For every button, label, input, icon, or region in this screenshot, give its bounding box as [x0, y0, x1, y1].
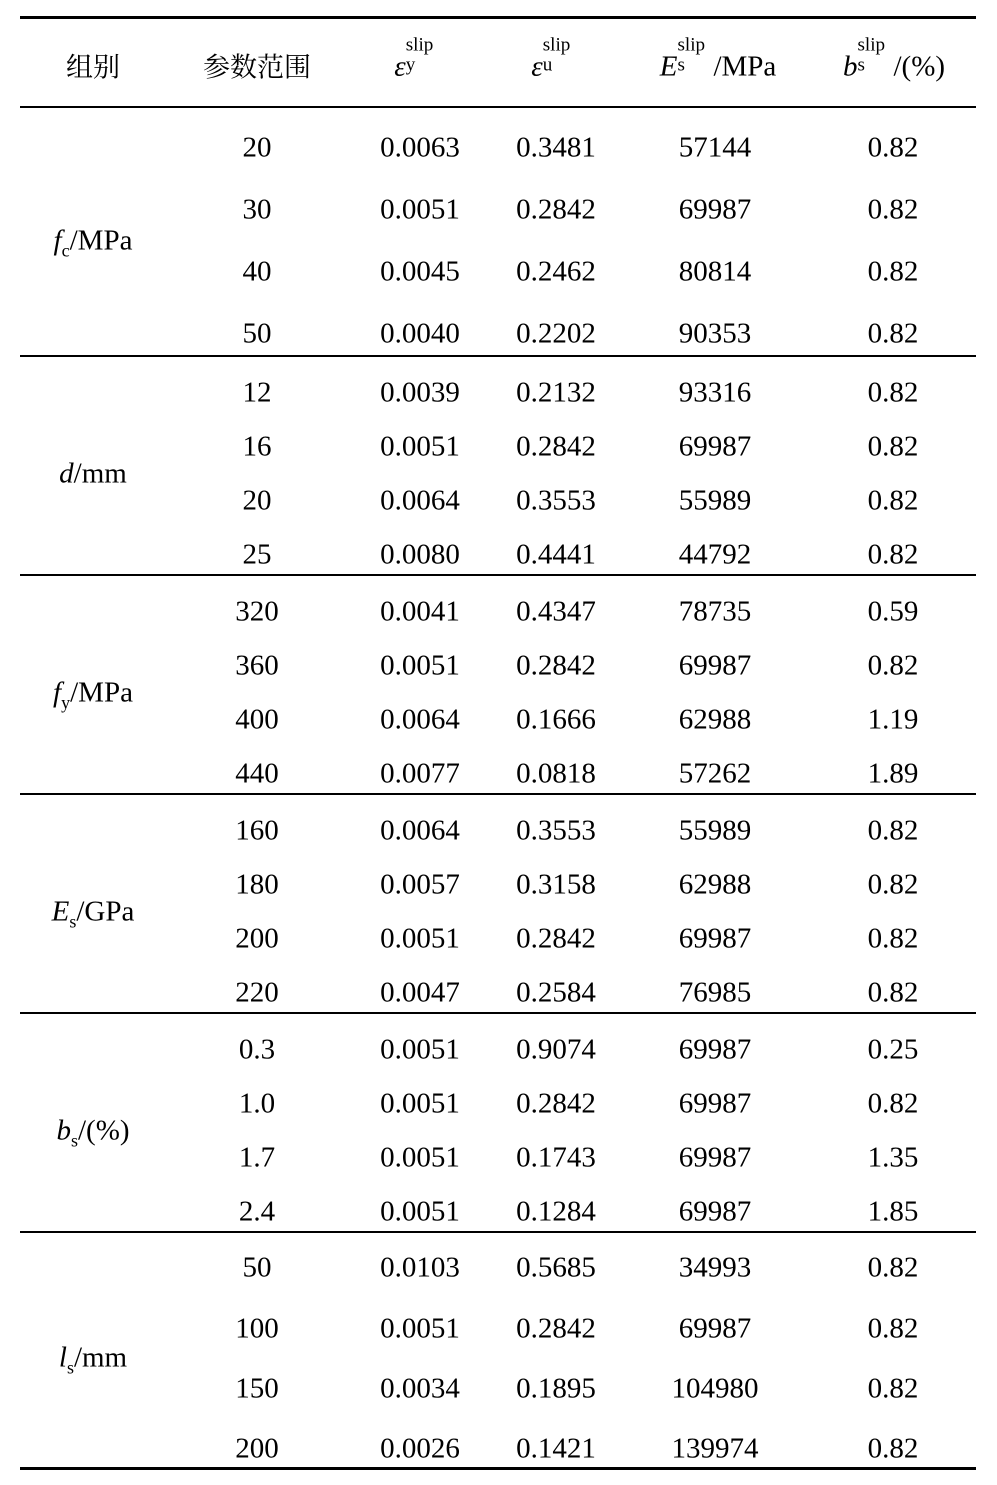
- group-label: [51, 895, 135, 932]
- cell-Es: 69987: [678, 922, 752, 955]
- cell-range: 50: [242, 317, 272, 350]
- group-label-unit: /mm: [73, 457, 127, 490]
- group-label-unit: /mm: [73, 1341, 128, 1374]
- cell-Es: 69987: [678, 1141, 752, 1174]
- cell-Es: 69987: [678, 1312, 752, 1345]
- cell-eps-y: 0.0051: [380, 1087, 460, 1120]
- cell-Es: 69987: [678, 193, 752, 226]
- cell-range: 320: [235, 595, 279, 628]
- cell-range: 200: [235, 922, 279, 955]
- header-bs-unit: /(%): [893, 50, 946, 83]
- cell-eps-u: 0.2842: [516, 649, 596, 682]
- cell-bs: 0.25: [867, 1033, 919, 1066]
- cell-range: 160: [235, 814, 279, 847]
- cell-bs: 0.82: [867, 1087, 919, 1120]
- header-Es-base: E: [659, 50, 678, 83]
- cell-bs: 0.82: [867, 976, 919, 1009]
- cell-range: 16: [242, 430, 272, 463]
- header-eps-u-sub: u: [542, 54, 553, 76]
- group-label-subscript: s: [70, 1130, 78, 1151]
- cell-range: 360: [235, 649, 279, 682]
- cell-eps-u: 0.9074: [516, 1033, 596, 1066]
- cell-bs: 0.82: [867, 868, 919, 901]
- cell-range: 100: [235, 1312, 279, 1345]
- cell-eps-u: 0.2842: [516, 193, 596, 226]
- header-Es-sup: slip: [677, 34, 706, 56]
- header-eps-y-sup: slip: [405, 34, 434, 56]
- cell-range: 150: [235, 1372, 279, 1405]
- group-label: [58, 1341, 128, 1378]
- group-divider: [20, 793, 976, 795]
- cell-range: 220: [235, 976, 279, 1009]
- cell-eps-u: 0.3553: [516, 814, 596, 847]
- cell-Es: 104980: [671, 1372, 759, 1405]
- cell-eps-y: 0.0051: [380, 1033, 460, 1066]
- cell-range: 0.3: [238, 1033, 276, 1066]
- cell-eps-y: 0.0051: [380, 1312, 460, 1345]
- cell-range: 440: [235, 757, 279, 790]
- cell-Es: 44792: [678, 538, 752, 571]
- cell-range: 200: [235, 1432, 279, 1465]
- cell-bs: 0.82: [867, 131, 919, 164]
- cell-bs: 0.82: [867, 255, 919, 288]
- cell-eps-y: 0.0063: [380, 131, 460, 164]
- cell-range: 1.7: [238, 1141, 276, 1174]
- cell-range: 20: [242, 484, 272, 517]
- cell-range: 40: [242, 255, 272, 288]
- header-bs-base: b: [842, 50, 858, 83]
- cell-eps-u: 0.1743: [516, 1141, 596, 1174]
- cell-eps-u: 0.4441: [516, 538, 596, 571]
- cell-Es: 57144: [678, 131, 752, 164]
- group-label-symbol: E: [51, 895, 70, 928]
- cell-eps-u: 0.2584: [516, 976, 596, 1009]
- cell-bs: 0.82: [867, 1372, 919, 1405]
- cell-bs: 0.82: [867, 1312, 919, 1345]
- cell-bs: 0.82: [867, 538, 919, 571]
- group-label-symbol: f: [53, 676, 62, 709]
- cell-eps-u: 0.3553: [516, 484, 596, 517]
- cell-bs: 0.82: [867, 649, 919, 682]
- cell-bs: 0.82: [867, 484, 919, 517]
- cell-Es: 69987: [678, 1195, 752, 1228]
- cell-Es: 90353: [678, 317, 752, 350]
- header-eps-y: [394, 34, 441, 83]
- cell-eps-y: 0.0040: [380, 317, 460, 350]
- cell-eps-u: 0.1666: [516, 703, 596, 736]
- group-label-unit: /GPa: [76, 895, 135, 928]
- cell-bs: 0.82: [867, 814, 919, 847]
- cell-range: 30: [242, 193, 272, 226]
- cell-bs: 1.19: [867, 703, 919, 736]
- cell-Es: 69987: [678, 1033, 752, 1066]
- cell-eps-u: 0.2202: [516, 317, 596, 350]
- cell-eps-u: 0.2132: [516, 376, 596, 409]
- header-eps-u-base: ε: [531, 50, 543, 83]
- group-label-subscript: y: [61, 692, 71, 713]
- header-eps-u: [531, 34, 578, 83]
- cell-bs: 1.89: [867, 757, 919, 790]
- table-bottom-rule: [20, 1467, 976, 1470]
- cell-eps-u: 0.2842: [516, 922, 596, 955]
- cell-range: 12: [242, 376, 272, 409]
- cell-Es: 93316: [678, 376, 752, 409]
- cell-eps-y: 0.0051: [380, 430, 460, 463]
- cell-Es: 80814: [678, 255, 752, 288]
- group-divider: [20, 1231, 976, 1233]
- cell-Es: 139974: [671, 1432, 759, 1465]
- cell-eps-u: 0.2842: [516, 1087, 596, 1120]
- header-Es-unit: /MPa: [713, 50, 777, 83]
- group-label-subscript: s: [66, 1357, 74, 1378]
- header-Es: [659, 34, 777, 83]
- cell-Es: 62988: [678, 703, 752, 736]
- header-bottom-rule: [20, 106, 976, 108]
- cell-range: 1.0: [238, 1087, 276, 1120]
- cell-Es: 55989: [678, 484, 752, 517]
- cell-eps-y: 0.0064: [380, 484, 460, 517]
- group-divider: [20, 355, 976, 357]
- cell-eps-y: 0.0051: [380, 649, 460, 682]
- cell-eps-u: 0.5685: [516, 1251, 596, 1284]
- group-label-subscript: s: [69, 911, 77, 932]
- cell-eps-y: 0.0080: [380, 538, 460, 571]
- cell-eps-y: 0.0039: [380, 376, 460, 409]
- cell-eps-u: 0.1284: [516, 1195, 596, 1228]
- cell-Es: 76985: [678, 976, 752, 1009]
- header-group: 组别: [66, 52, 120, 84]
- group-label: [56, 1114, 130, 1151]
- header-bs-sup: slip: [857, 34, 886, 56]
- header-bs-sub: s: [857, 54, 865, 76]
- group-label-symbol: b: [56, 1114, 71, 1147]
- group-label-subscript: c: [61, 240, 70, 261]
- cell-Es: 69987: [678, 430, 752, 463]
- cell-bs: 1.35: [867, 1141, 919, 1174]
- header-eps-u-sup: slip: [542, 34, 571, 56]
- cell-range: 50: [242, 1251, 272, 1284]
- cell-bs: 0.82: [867, 430, 919, 463]
- cell-eps-u: 0.2842: [516, 430, 596, 463]
- cell-Es: 78735: [678, 595, 752, 628]
- cell-eps-u: 0.1895: [516, 1372, 596, 1405]
- group-label-symbol: f: [53, 224, 62, 257]
- cell-bs: 0.82: [867, 922, 919, 955]
- cell-eps-y: 0.0051: [380, 193, 460, 226]
- cell-eps-y: 0.0026: [380, 1432, 460, 1465]
- cell-bs: 0.59: [867, 595, 919, 628]
- cell-eps-u: 0.3158: [516, 868, 596, 901]
- group-divider: [20, 1012, 976, 1014]
- cell-eps-y: 0.0041: [380, 595, 460, 628]
- group-label: [59, 457, 127, 490]
- group-divider: [20, 574, 976, 576]
- cell-eps-y: 0.0051: [380, 1141, 460, 1174]
- cell-eps-y: 0.0045: [380, 255, 460, 288]
- cell-eps-u: 0.2842: [516, 1312, 596, 1345]
- cell-bs: 0.82: [867, 376, 919, 409]
- cell-Es: 55989: [678, 814, 752, 847]
- group-label-symbol: d: [59, 457, 74, 490]
- group-label-unit: /(%): [77, 1114, 130, 1147]
- header-range: 参数范围: [203, 52, 311, 84]
- cell-Es: 57262: [678, 757, 752, 790]
- cell-range: 180: [235, 868, 279, 901]
- cell-bs: 0.82: [867, 1251, 919, 1284]
- cell-eps-y: 0.0057: [380, 868, 460, 901]
- cell-bs: 0.82: [867, 317, 919, 350]
- cell-eps-y: 0.0051: [380, 1195, 460, 1228]
- cell-range: 400: [235, 703, 279, 736]
- cell-eps-y: 0.0064: [380, 703, 460, 736]
- cell-Es: 69987: [678, 649, 752, 682]
- cell-bs: 0.82: [867, 193, 919, 226]
- header-bs: [842, 34, 946, 83]
- group-label: [53, 676, 133, 713]
- cell-eps-u: 0.2462: [516, 255, 596, 288]
- group-label: [53, 224, 133, 261]
- cell-eps-y: 0.0034: [380, 1372, 460, 1405]
- header-eps-y-base: ε: [394, 50, 406, 83]
- table-top-rule: [20, 16, 976, 19]
- cell-eps-y: 0.0064: [380, 814, 460, 847]
- cell-bs: 0.82: [867, 1432, 919, 1465]
- header-Es-sub: s: [677, 54, 685, 76]
- cell-eps-y: 0.0047: [380, 976, 460, 1009]
- cell-Es: 62988: [678, 868, 752, 901]
- group-label-unit: /MPa: [69, 224, 133, 257]
- cell-eps-y: 0.0051: [380, 922, 460, 955]
- header-eps-y-sub: y: [405, 54, 416, 76]
- cell-eps-u: 0.4347: [516, 595, 596, 628]
- cell-eps-y: 0.0077: [380, 757, 460, 790]
- cell-range: 2.4: [238, 1195, 276, 1228]
- cell-bs: 1.85: [867, 1195, 919, 1228]
- cell-range: 20: [242, 131, 272, 164]
- cell-eps-y: 0.0103: [380, 1251, 460, 1284]
- cell-range: 25: [242, 538, 272, 571]
- cell-Es: 34993: [678, 1251, 752, 1284]
- cell-eps-u: 0.1421: [516, 1432, 596, 1465]
- group-label-unit: /MPa: [70, 676, 133, 709]
- cell-eps-u: 0.3481: [516, 131, 596, 164]
- group-label-symbol: l: [58, 1341, 67, 1374]
- cell-eps-u: 0.0818: [516, 757, 596, 790]
- cell-Es: 69987: [678, 1087, 752, 1120]
